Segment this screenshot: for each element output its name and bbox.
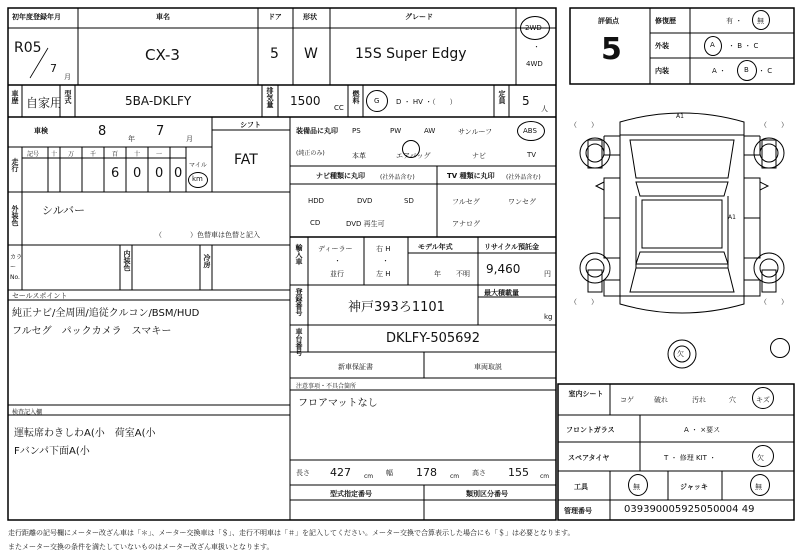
sales-points-line2: フルセグ パックカメラ スマキー — [12, 326, 172, 337]
fuel-label: 燃料 — [352, 90, 360, 104]
category-number-label: 類別区分番号 — [466, 490, 508, 498]
body-type-value: W — [304, 46, 318, 62]
spare-tire-selected: 欠 — [757, 454, 764, 462]
registration-label: 登録番号 — [295, 288, 303, 316]
width-unit: cm — [450, 473, 460, 480]
mileage-digit-0c: 0 — [174, 166, 183, 181]
mileage-label: 走行 — [11, 158, 19, 172]
diagram-side-circle — [770, 338, 790, 358]
inspection-year-unit: 年 — [128, 135, 135, 143]
footer-note-1: 走行距離の記号欄にメーター改ざん車は「＊」、メーター交換車は「＄」、走行不明車は「＃」を記入してください。メーター交換で合算表示した場合にも「＄」は必要となります。 — [8, 529, 575, 537]
model-year-unit: 年 — [434, 270, 441, 278]
repair-none: 無 — [757, 17, 764, 25]
management-value: 039390005925050004 49 — [624, 504, 755, 515]
model-year-label: モデル年式 — [418, 243, 453, 251]
bracket-bottom-left: （ ） — [570, 298, 598, 306]
hand-dot: ・ — [382, 257, 389, 265]
grade-value: 15S Super Edgy — [355, 46, 467, 62]
recycle-value: 9,460 — [486, 262, 521, 276]
type-label: 型式 — [64, 90, 72, 104]
color-no-label: カラー No. — [10, 254, 23, 281]
mile-option: マイル — [189, 162, 207, 169]
inspection-month-unit: 月 — [186, 135, 193, 143]
equip-tv: TV — [527, 151, 537, 159]
nav-dvd: DVD — [357, 197, 373, 205]
left-hand: 左 H — [376, 270, 391, 278]
color-label: 外装色 — [11, 205, 19, 226]
tools-value: 無 — [633, 483, 640, 491]
exterior-label: 外装 — [655, 42, 669, 50]
color-value: シルバー — [42, 204, 85, 217]
interior-color-label: 内装色 — [123, 250, 131, 271]
nav-sd: SD — [404, 197, 414, 205]
first-reg-month: 7 — [50, 62, 57, 75]
chassis-value: DKLFY-505692 — [386, 331, 480, 346]
exterior-a: A — [710, 41, 715, 49]
width-value: 178 — [416, 466, 437, 479]
tv-title: TV 種類に丸印 — [447, 172, 495, 180]
usage-label: 車歴 — [11, 90, 19, 104]
doors-label: ドア — [268, 13, 282, 21]
windshield-label: フロントガラス — [566, 426, 615, 434]
drive-2wd: 2WD — [525, 24, 542, 32]
interior-c: ・ C — [758, 67, 773, 75]
max-load-label: 最大積載量 — [484, 289, 519, 297]
yen-unit: 円 — [544, 270, 551, 278]
bracket-bottom-right: （ ） — [760, 298, 788, 306]
windshield-value: A ・ ×要ス — [684, 426, 721, 434]
equip-navi: ナビ — [472, 152, 486, 160]
import-label: 輸入車 — [295, 244, 303, 265]
equip-leather: 本革 — [352, 152, 366, 160]
fuel-g: G — [374, 97, 380, 105]
vehicle-manual: 車両取説 — [474, 363, 502, 371]
width-label: 幅 — [386, 469, 393, 477]
bracket-top-left: （ ） — [570, 121, 598, 129]
equip-ps: PS — [352, 127, 361, 135]
digit-header-1: 十 — [51, 151, 58, 158]
equip-sunroof: サンルーフ — [458, 128, 493, 136]
height-label: 高さ — [472, 469, 486, 477]
grade-label: グレード — [405, 13, 433, 21]
bracket-top-right: （ ） — [760, 121, 788, 129]
sheet-burn: コゲ — [620, 396, 634, 404]
score-value: 5 — [601, 32, 622, 67]
color-change-note: （ ）色替車は色替と記入 — [155, 231, 260, 239]
sales-points-line1: 純正ナビ/全周囲/追従クルコン/BSM/HUD — [12, 308, 200, 319]
equip-aw: AW — [424, 127, 436, 135]
spare-tire-label: スペアタイヤ — [568, 454, 610, 462]
nav-sub: (社外品含む) — [380, 174, 415, 181]
nav-cd: CD — [310, 219, 321, 227]
diagram-mark-spare: 欠 — [677, 350, 684, 358]
import-dealer: ディーラー — [318, 245, 353, 253]
notes-label: 注意事項・不具合箇所 — [296, 383, 357, 390]
registration-value: 神戸393ろ1101 — [348, 300, 445, 315]
tools-label: 工具 — [574, 483, 588, 491]
model-name-label: 車名 — [156, 13, 170, 21]
inspector-line2: Fバンパ下面A(小 — [14, 446, 90, 457]
drive-dot: ・ — [533, 43, 540, 51]
doors-value: 5 — [270, 46, 279, 62]
equipment-label: 装備品に丸印 — [296, 127, 338, 135]
tv-fullseg: フルセグ — [452, 198, 480, 206]
chassis-label: 車台番号 — [295, 328, 303, 356]
inspector-label: 検査記入欄 — [12, 409, 43, 416]
mileage-digit-6: 6 — [111, 166, 120, 181]
km-option: km — [192, 175, 203, 183]
sheet-tear: 破れ — [654, 396, 668, 404]
equipment-sub: (純正のみ) — [296, 150, 325, 157]
repair-label: 修復歴 — [655, 17, 676, 25]
equip-pw: PW — [390, 127, 402, 135]
nav-hdd: HDD — [308, 197, 325, 205]
capacity-label: 定員 — [498, 90, 506, 104]
length-unit: cm — [364, 473, 374, 480]
model-year-unknown: 不明 — [456, 270, 470, 278]
new-car-warranty: 新車保証書 — [338, 363, 373, 371]
body-type-label: 形状 — [303, 13, 317, 21]
sheet-scratch: キズ — [756, 396, 770, 404]
digit-header-5: 十 — [134, 151, 141, 158]
inspection-label: 車検 — [34, 127, 48, 135]
car-diagram — [588, 113, 776, 313]
displacement-label: 排気量 — [266, 87, 274, 108]
type-value: 5BA-DKLFY — [125, 94, 192, 108]
diagram-mark-a1-side: A1 — [728, 214, 736, 221]
equip-abs: ABS — [523, 127, 537, 135]
height-value: 155 — [508, 466, 529, 479]
inspection-month: 7 — [156, 124, 165, 139]
height-unit: cm — [540, 473, 550, 480]
inspector-line1: 運転席わきしわA(小 荷室A(小 — [14, 428, 156, 439]
first-reg-year: R05 — [14, 40, 42, 56]
sheet-hole: 穴 — [729, 396, 736, 404]
kg-unit: kg — [544, 313, 553, 321]
displacement-value: 1500 — [290, 94, 321, 108]
car-wheels — [580, 138, 784, 368]
length-value: 427 — [330, 466, 351, 479]
aircon-label: 冷房 — [203, 254, 211, 268]
person-unit: 人 — [541, 105, 548, 113]
tv-sub: (社外品含む) — [506, 174, 541, 181]
sheet-dirt: 汚れ — [692, 396, 706, 404]
repair-options: 有 ・ — [726, 17, 743, 25]
jack-label: ジャッキ — [680, 483, 708, 491]
tv-oneseg: ワンセグ — [508, 198, 536, 206]
interior-label: 内装 — [655, 67, 669, 75]
shift-value: FAT — [234, 152, 258, 168]
interior-b: B — [744, 66, 749, 74]
interior-a: A ・ — [712, 67, 727, 75]
fuel-options: D ・ HV ・（ ） — [396, 98, 457, 106]
type-designation-label: 型式指定番号 — [330, 490, 372, 498]
sales-points-label: セールスポイント — [12, 292, 68, 300]
digit-header-4: 百 — [112, 151, 119, 158]
inspection-year: 8 — [98, 124, 107, 139]
management-label: 管理番号 — [564, 507, 592, 515]
length-label: 長さ — [296, 469, 310, 477]
mileage-digit-0b: 0 — [155, 166, 164, 181]
digit-header-2: 万 — [68, 151, 75, 158]
exterior-rest: ・ B ・ C — [728, 42, 759, 50]
nav-title: ナビ種類に丸印 — [316, 172, 365, 180]
spare-tire-options: T ・ 修理 KIT ・ — [664, 454, 717, 462]
nav-dvd-play: DVD 再生可 — [346, 220, 385, 228]
digit-header-0: 記号 — [27, 151, 40, 158]
interior-sheet-label: 室内シート — [568, 390, 604, 398]
diagram-mark-a1-front: A1 — [676, 113, 684, 120]
score-label: 評価点 — [598, 17, 619, 25]
jack-value: 無 — [755, 483, 762, 491]
import-parallel: 並行 — [330, 270, 344, 278]
recycle-label: リサイクル預託金 — [484, 243, 540, 251]
cc-unit: CC — [334, 104, 344, 112]
footer-note-2: またメーター交換の条件を満たしていないものはメーター改ざん車扱いとなります。 — [8, 543, 274, 551]
import-dot: ・ — [334, 257, 341, 265]
equip-airbag: エアバッグ — [396, 152, 431, 160]
usage-value: 自家用 — [26, 96, 63, 110]
digit-header-6: 一 — [156, 151, 163, 158]
shift-label: シフト — [240, 121, 261, 129]
notes-value: フロアマットなし — [298, 398, 378, 409]
mileage-digit-0a: 0 — [133, 166, 142, 181]
first-reg-label: 初年度登録年月 — [12, 13, 61, 21]
tv-analog: アナログ — [452, 220, 480, 228]
model-name: CX-3 — [145, 46, 180, 64]
drive-4wd: 4WD — [526, 60, 543, 68]
right-hand: 右 H — [376, 245, 391, 253]
first-reg-month-unit: 月 — [64, 73, 71, 81]
digit-header-3: 千 — [90, 151, 97, 158]
capacity-value: 5 — [522, 94, 530, 108]
